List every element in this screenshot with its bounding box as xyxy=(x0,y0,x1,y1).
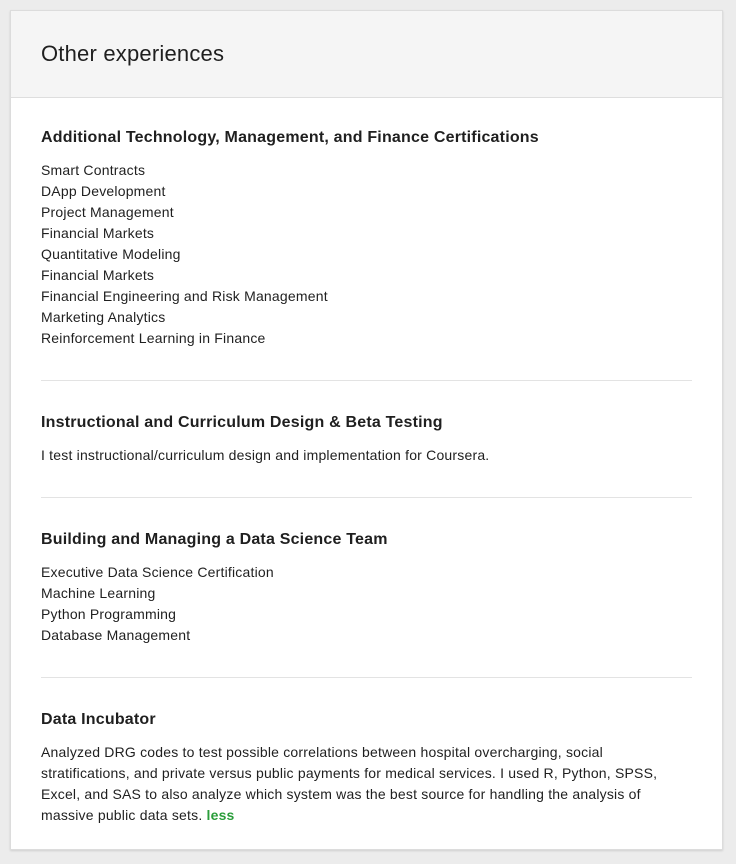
other-experiences-card xyxy=(10,10,723,850)
list-item: Machine Learning xyxy=(41,585,156,601)
show-less-link[interactable]: less xyxy=(206,807,235,823)
card-title: Other experiences xyxy=(41,41,225,66)
list-item: Quantitative Modeling xyxy=(41,246,181,262)
card-header xyxy=(11,11,722,98)
experience-section-certifications xyxy=(41,98,692,381)
section-title: Instructional and Curriculum Design & Beta Testing xyxy=(41,414,443,431)
list-item: Marketing Analytics xyxy=(41,309,166,325)
section-title: Additional Technology, Management, and Finance Certifications xyxy=(41,129,539,146)
list-item: DApp Development xyxy=(41,183,166,199)
experience-section-data-incubator xyxy=(41,678,692,826)
section-description: I test instructional/curriculum design and implementation for Coursera. xyxy=(41,447,490,463)
section-title: Building and Managing a Data Science Team xyxy=(41,531,388,548)
experience-section-instructional-design xyxy=(41,381,692,498)
list-item: Database Management xyxy=(41,627,191,643)
list-item: Reinforcement Learning in Finance xyxy=(41,330,266,346)
experience-section-data-science-team xyxy=(41,498,692,678)
section-title: Data Incubator xyxy=(41,711,156,728)
list-item: Financial Engineering and Risk Management xyxy=(41,288,328,304)
data-science-list xyxy=(41,562,692,646)
list-item: Smart Contracts xyxy=(41,162,146,178)
certification-list xyxy=(41,160,692,349)
section-description xyxy=(41,742,692,826)
list-item: Project Management xyxy=(41,204,174,220)
list-item: Executive Data Science Certification xyxy=(41,564,274,580)
card-body xyxy=(11,98,722,826)
list-item: Financial Markets xyxy=(41,225,155,241)
list-item: Python Programming xyxy=(41,606,177,622)
list-item: Financial Markets xyxy=(41,267,155,283)
description-text: Analyzed DRG codes to test possible correlations between hospital overcharging, social stratifications, and private versus public payments for medical services. I used R, Python, SPSS, Excel, and SAS to also analyze which system was the best source for handling the analysis of massive public data sets. xyxy=(41,744,658,823)
